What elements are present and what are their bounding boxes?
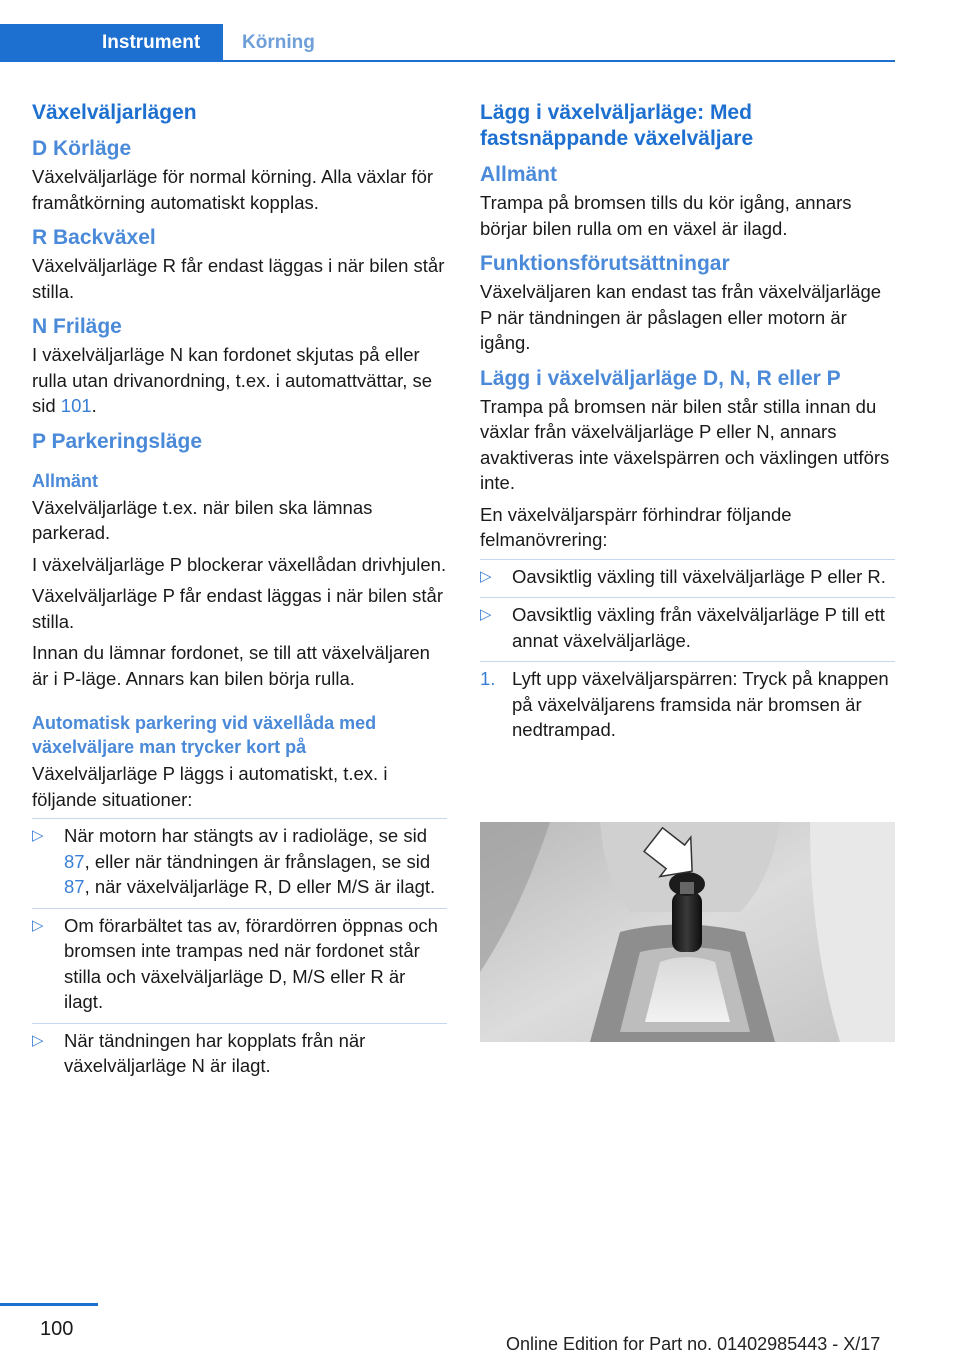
heading-r-backvaxel: R Backväxel [32,226,156,249]
header-divider [0,60,895,62]
text-allmant-right: Trampa på bromsen tills du kör igång, annars börjar bilen rulla om en växel är ilagd. [480,192,852,239]
felmanovrering-list [480,559,895,751]
auto-park-list [32,818,447,1087]
list-item: ▷ Om förarbältet tas av, förardörren öppnas och bromsen inte trampas ned när fordonet står stilla och växelväljarläge D, M/S eller R är ilagt. [32,909,447,1024]
heading-automatisk-parkering: Automatisk parkering vid växellåda med växelväljare man trycker kort på [32,713,377,757]
page-link-101[interactable]: 101 [60,395,92,416]
heading-allmant-right: Allmänt [480,163,558,186]
edition-note: Online Edition for Part no. 01402985443 - X/17 [506,1334,881,1354]
text-allmant-4: Innan du lämnar fordonet, se till att växelväljaren är i P-läge. Annars kan bilen börja rulla. [32,642,430,689]
heading-n-frilage: N Friläge [32,315,122,338]
list-item: ▷ Oavsiktlig växling till växelväljarläge P eller R. [480,560,895,599]
section-title-vaxelvaljarlagen: Växelväljarlägen [32,101,197,124]
triangle-bullet-icon: ▷ [480,567,492,585]
heading-d-korlage: D Körläge [32,137,132,160]
gear-selector-illustration [480,822,895,1042]
text-lagg-2: En växelväljarspärr förhindrar följande felmanövrering: [480,503,792,550]
right-column [480,100,895,751]
step-number: 1. [480,668,496,689]
chapter-header [0,24,895,62]
page-number: 100 [40,1318,74,1340]
gear-selector-image [480,822,895,1042]
step-item: 1. Lyft upp växelväljarspärren: Tryck på knappen på växelväljarens framsida när bromsen är nedtrampad. [480,668,889,740]
left-column [32,100,447,1087]
text-allmant-2: I växelväljarläge P blockerar växellådan drivhjulen. [32,553,447,575]
heading-funktionsforutsattningar: Funktionsförutsättningar [480,252,730,275]
text-allmant-1: Växelväljarläge t.ex. när bilen ska lämnas parkerad. [32,496,373,543]
triangle-bullet-icon: ▷ [480,606,492,623]
section-title-lagg-i: Lägg i växelväljarläge: Med fastsnäppande växelväljare [480,101,754,150]
text-automatisk-parkering: Växelväljarläge P läggs i automatiskt, t.ex. i följande situationer: [32,763,388,810]
heading-lagg-i-vaxelvaljarlage: Lägg i växelväljarläge D, N, R eller P [480,366,841,390]
text-lagg-1: Trampa på bromsen när bilen står stilla innan du växlar från växelväljarläge P eller N, annars avaktiveras inte växelspärren och växlingen utförs inte. [480,395,890,493]
triangle-bullet-icon: ▷ [32,916,44,934]
text-allmant-3: Växelväljarläge P får endast läggas i när bilen står stilla. [32,585,444,632]
triangle-bullet-icon: ▷ [32,827,44,844]
triangle-bullet-icon: ▷ [32,1031,44,1049]
page-link-87[interactable]: 87 [64,850,85,872]
page-link-87[interactable]: 87 [64,876,85,897]
footer-divider [0,1303,98,1306]
list-item: ▷ När tändningen har kopplats från när växelväljarläge N är ilagt. [32,1029,366,1076]
tab-korning[interactable]: Körning [242,32,315,53]
text-r-backvaxel: Växelväljarläge R får endast läggas i när bilen står stilla. [32,255,445,302]
tab-instrument[interactable]: Instrument [0,24,223,62]
text-n-frilage: I växelväljarläge N kan fordonet skjutas på eller rulla utan drivanordning, t.ex. i automattvättar, se sid 101. [32,344,433,416]
heading-allmant: Allmänt [32,470,99,491]
text-funktionsforutsattningar: Växelväljaren kan endast tas från växelväljarläge P när tändningen är påslagen eller motorn är igång. [480,281,882,353]
list-item: ▷ Oavsiktlig växling från växelväljarläge P till ett annat växelväljarläge. [480,598,895,662]
heading-p-parkeringslage: P Parkeringsläge [32,429,203,453]
text-d-korlage: Växelväljarläge för normal körning. Alla växlar för framåtkörning automatiskt kopplas. [32,166,434,213]
list-item: ▷ När motorn har stängts av i radioläge, se sid 87, eller när tändningen är frånslagen, se sid 87, när växelväljarläge R, D eller M/S är ilagt. [32,819,447,909]
